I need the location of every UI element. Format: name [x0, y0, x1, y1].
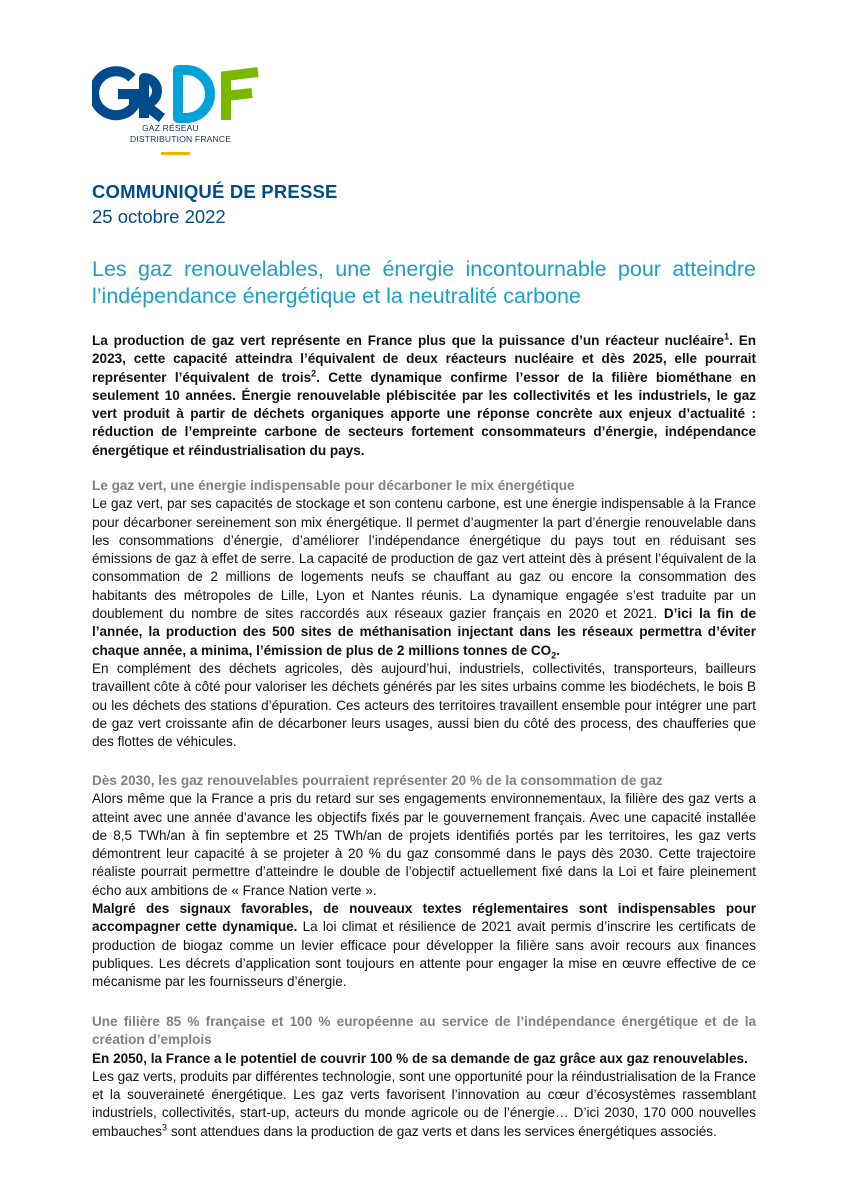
footnote-ref-1: 1: [724, 331, 730, 342]
section-paragraph: En complément des déchets agricoles, dès aujourd’hui, industriels, collectivités, transporteurs, bailleurs travaillent côte à côté pour valoriser les déchets générés par les sites urbains comme les biodéchets, le bois B ou les déchets des stations d’épuration. Ces acteurs des territoires travaillent ensemble pour intégrer une part de gaz vert croissante afin de décarboner leurs usages, aussi bien du côté des process, des chaufferies que des flottes de véhicules.: [92, 660, 756, 750]
paragraph-end: .: [556, 642, 560, 658]
logo-tagline-line1: GAZ RÉSEAU: [142, 123, 199, 133]
co2-subscript: 2: [551, 650, 557, 661]
document-type: COMMUNIQUÉ DE PRESSE: [92, 181, 338, 202]
section-heading: Le gaz vert, une énergie indispensable pour décarboner le mix énergétique: [92, 478, 575, 493]
lead-paragraph: [92, 332, 756, 460]
paragraph-text: Le gaz vert, par ses capacités de stockage et son contenu carbone, est une énergie indispensable à la France pour décarboner sereinement son mix énergétique. Il permet d’augmenter la part d’énergie renouvelable dans les consommations d’énergie, d’améliorer l’indépendance énergétique du pays tout en réduisant ses émissions de gaz à effet de serre. La capacité de production de gaz vert atteint dès à présent l’équivalent de la consommation de 2 millions de logements neufs se chauffant au gaz ou encore la consommation des habitants des métropoles de Lille, Lyon et Nantes réunis. La dynamique engagée s’est traduite par un doublement du nombre de sites raccordés aux réseaux gazier français en 2020 et 2021.: [92, 496, 756, 622]
section-paragraph: [92, 1068, 756, 1141]
section-2030-outlook: [92, 772, 756, 992]
paragraph-text-end: sont attendues dans la production de gaz verts et dans les services énergétiques associés.: [167, 1123, 717, 1139]
logo-tagline: [130, 123, 231, 144]
section-french-industry: [92, 1013, 756, 1141]
footnote-ref-2: 2: [311, 368, 317, 379]
logo-tagline-line2: DISTRIBUTION FRANCE: [130, 133, 232, 144]
section-green-gas: [92, 477, 756, 751]
lead-text-1: La production de gaz vert représente en France plus que la puissance d’un réacteur nucléaire: [92, 333, 725, 348]
section-heading: Dès 2030, les gaz renouvelables pourraient représenter 20 % de la consommation de gaz: [92, 773, 663, 788]
logo-accent-bar: [161, 152, 190, 155]
document-date: 25 octobre 2022: [92, 206, 226, 227]
paragraph-bold-text: Malgré des signaux favorables, de nouveaux textes réglementaires sont indispensables pour accompagner cette dynamique.: [92, 901, 756, 935]
paragraph-bold-text: D’ici la fin de l’année, la production des 500 sites de méthanisation injectant dans les réseaux permettra d’éviter chaque année, a minima, l’émission de plus de 2 millions tonnes de CO: [92, 606, 756, 658]
grdf-logo: [92, 64, 282, 160]
paragraph-text: La loi climat et résilience de 2021 avait permis d’inscrire les certificats de production de biogaz comme un levier efficace pour développer la filière sans avoir recours aux finances publiques. Les décrets d’application sont toujours en attente pour engager la mise en œuvre effective de ce mécanisme par les fournisseurs d’énergie.: [92, 919, 756, 990]
section-paragraph: Alors même que la France a pris du retard sur ses engagements environnementaux, la filière des gaz verts a atteint avec une année d’avance les objectifs fixés par le gouvernement français. Avec une capacité installée de 8,5 TWh/an à fin septembre et 25 TWh/an de projets identifiés portés par les territoires, les gaz verts démontrent leur capacité à se projeter à 20 % du gaz consommé dans le pays dès 2030. Cette trajectoire réaliste pourrait permettre d’atteindre le double de l’objectif actuellement fixé dans la Loi et faire pleinement écho aux ambitions de « France Nation verte ».: [92, 791, 756, 898]
section-bold-paragraph: [92, 1050, 756, 1068]
grdf-logo-mark: [92, 64, 282, 124]
page-title: Les gaz renouvelables, une énergie incontournable pour atteindre l’indépendance énergétique et la neutralité carbone: [92, 257, 756, 308]
paragraph-bold-text: En 2050, la France a le potentiel de couvrir 100 % de sa demande de gaz grâce aux gaz renouvelables.: [92, 1050, 748, 1066]
lead-text-2: . En 2023, cette capacité atteindra l’équivalent de deux réacteurs nucléaire et dès 2025, elle pourrait représenter l’équivalent de trois: [92, 333, 757, 385]
lead-text-3: . Cette dynamique confirme l’essor de la filière biométhane en seulement 10 années. Énergie renouvelable plébiscitée par les collectivités et les industriels, le gaz vert produit à partir de déchets organiques apporte une réponse concrète aux enjeux d’actualité : réduction de l’empreinte carbone de secteurs fortement consommateurs d’énergie, indépendance énergétique et réindustrialisation du pays.: [92, 369, 756, 458]
section-heading: Une filière 85 % française et 100 % européenne au service de l’indépendance énergétique et de la création d’emplois: [92, 1014, 756, 1048]
footnote-ref-3: 3: [162, 1122, 168, 1133]
section-paragraph: [92, 900, 756, 991]
section-paragraph: [92, 495, 756, 660]
paragraph-text: Les gaz verts, produits par différentes technologie, sont une opportunité pour la réindustrialisation de la France et la souveraineté énergétique. Les gaz verts favorisent l’innovation au cœur d’écosystèmes rassemblant industriels, collectivités, start-up, acteurs du monde agricole ou de l’énergie… D’ici 2030, 170 000 nouvelles embauches: [92, 1068, 756, 1139]
